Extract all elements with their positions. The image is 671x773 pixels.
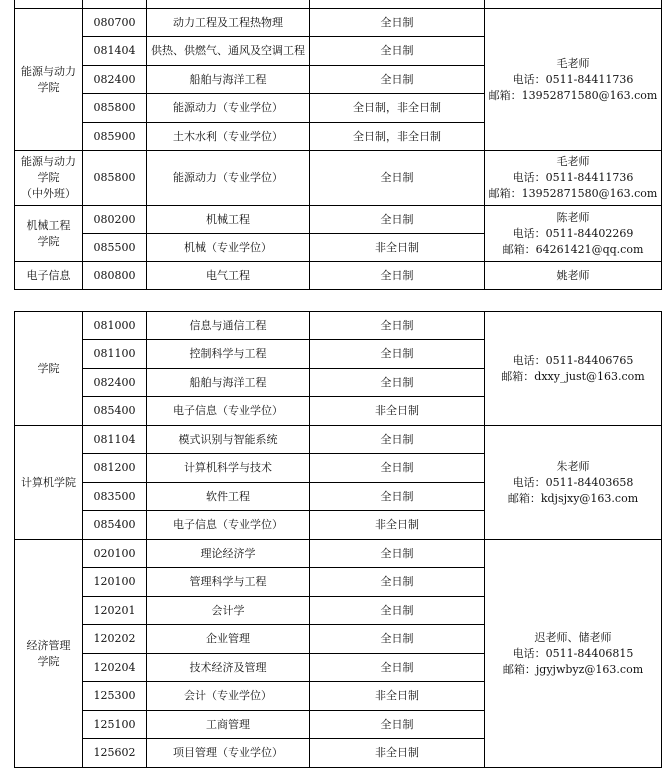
table-row (15, 312, 662, 340)
major-code: 082400 (83, 369, 147, 397)
admissions-table-part1 (14, 0, 662, 290)
study-mode: 全日制 (310, 483, 485, 511)
major-code: 125602 (83, 739, 147, 768)
major-code: 120100 (83, 568, 147, 597)
code-cell (83, 0, 147, 9)
major-code: 085900 (83, 123, 147, 151)
contact-email: 邮箱：jgyjwbyz@163.com (502, 662, 644, 676)
college-name-line: 学院 (37, 80, 60, 94)
contact-phone: 电话：0511-84406765 (512, 353, 634, 367)
major-name: 土木水利（专业学位） (147, 123, 310, 151)
study-mode: 全日制 (310, 66, 485, 94)
study-mode: 全日制，非全日制 (310, 94, 485, 123)
major-name: 船舶与海洋工程 (147, 369, 310, 397)
major-name: 理论经济学 (147, 540, 310, 568)
major-code: 082400 (83, 66, 147, 94)
contact-phone: 电话：0511-84402269 (512, 226, 634, 240)
college-name-line: 能源与动力 (21, 155, 76, 168)
major-name: 船舶与海洋工程 (147, 66, 310, 94)
study-mode: 非全日制 (310, 739, 485, 768)
study-mode: 全日制 (310, 151, 485, 206)
major-name: 会计（专业学位） (147, 682, 310, 711)
table-row (15, 206, 662, 234)
study-mode: 全日制 (310, 454, 485, 483)
study-mode: 全日制 (310, 625, 485, 654)
major-name: 供热、供燃气、通风及空调工程 (147, 37, 310, 66)
college-name-line: 学院 (37, 171, 60, 184)
major-name: 电子信息（专业学位） (147, 511, 310, 540)
major-name: 工商管理 (147, 711, 310, 739)
college-name-line: （中外班） (21, 187, 76, 200)
college-energy (15, 9, 83, 151)
major-code: 085500 (83, 234, 147, 262)
contact-phone: 电话：0511-84411736 (512, 171, 634, 184)
contact-name: 朱老师 (556, 459, 590, 473)
college-name-line: 能源与动力 (21, 64, 76, 78)
study-mode: 全日制 (310, 711, 485, 739)
study-mode: 全日制 (310, 426, 485, 454)
study-mode: 全日制 (310, 37, 485, 66)
contact-email: 邮箱：kdjsjxy@163.com (507, 491, 639, 505)
contact-name: 陈老师 (556, 210, 590, 224)
major-code: 080700 (83, 9, 147, 37)
major-code: 125300 (83, 682, 147, 711)
college-elec-head: 电子信息 (15, 262, 83, 290)
contact-cell (485, 0, 662, 9)
major-code: 081200 (83, 454, 147, 483)
major-name: 能源动力（专业学位） (147, 151, 310, 206)
major-code: 020100 (83, 540, 147, 568)
major-name: 机械（专业学位） (147, 234, 310, 262)
contact-name: 毛老师 (556, 155, 590, 168)
college-name-line: 机械工程 (26, 218, 71, 232)
major-code: 120202 (83, 625, 147, 654)
contact-email: 邮箱：13952871580@163.com (488, 88, 658, 102)
mode-cell (310, 0, 485, 9)
table-row (15, 540, 662, 568)
college-name-line: 学院 (37, 654, 60, 668)
major-cell (147, 0, 310, 9)
major-code: 120201 (83, 597, 147, 625)
contact-yao: 姚老师 (485, 262, 662, 290)
contact-phone: 电话：0511-84403658 (512, 475, 634, 489)
study-mode: 全日制 (310, 9, 485, 37)
admissions-table-part2 (14, 311, 662, 768)
major-name: 能源动力（专业学位） (147, 94, 310, 123)
table-row (15, 426, 662, 454)
major-code: 081100 (83, 340, 147, 369)
study-mode: 全日制 (310, 340, 485, 369)
contact-chi (485, 540, 662, 768)
college-elec-tail: 学院 (15, 312, 83, 426)
major-name: 控制科学与工程 (147, 340, 310, 369)
study-mode: 全日制 (310, 312, 485, 340)
study-mode: 全日制 (310, 369, 485, 397)
contact-name: 毛老师 (556, 56, 590, 70)
contact-email: 邮箱：dxxy_just@163.com (501, 369, 645, 383)
study-mode: 全日制 (310, 206, 485, 234)
major-name: 会计学 (147, 597, 310, 625)
contact-name: 迟老师、储老师 (534, 630, 612, 644)
study-mode: 全日制 (310, 597, 485, 625)
contact-mao (485, 9, 662, 151)
major-name: 信息与通信工程 (147, 312, 310, 340)
major-name: 软件工程 (147, 483, 310, 511)
table-row (15, 151, 662, 206)
college-energy-intl (15, 151, 83, 206)
major-code: 085400 (83, 511, 147, 540)
major-name: 动力工程及工程热物理 (147, 9, 310, 37)
major-code: 085800 (83, 151, 147, 206)
contact-email: 邮箱：13952871580@163.com (488, 187, 658, 200)
study-mode: 非全日制 (310, 511, 485, 540)
major-code: 080200 (83, 206, 147, 234)
major-code: 085800 (83, 94, 147, 123)
major-name: 企业管理 (147, 625, 310, 654)
college-cs: 计算机学院 (15, 426, 83, 540)
contact-zhu (485, 426, 662, 540)
study-mode: 全日制，非全日制 (310, 123, 485, 151)
table-row (15, 9, 662, 37)
major-name: 管理科学与工程 (147, 568, 310, 597)
major-name: 电子信息（专业学位） (147, 397, 310, 426)
major-code: 085400 (83, 397, 147, 426)
study-mode: 非全日制 (310, 682, 485, 711)
major-name: 模式识别与智能系统 (147, 426, 310, 454)
major-code: 120204 (83, 654, 147, 682)
contact-chen (485, 206, 662, 262)
major-code: 083500 (83, 483, 147, 511)
major-name: 项目管理（专业学位） (147, 739, 310, 768)
major-code: 081104 (83, 426, 147, 454)
table-row (15, 0, 662, 9)
contact-email: 邮箱：64261421@qq.com (502, 242, 644, 256)
college-name-line: 经济管理 (26, 638, 71, 652)
contact-phone: 电话：0511-84406815 (512, 646, 634, 660)
study-mode: 非全日制 (310, 234, 485, 262)
major-code: 125100 (83, 711, 147, 739)
contact-mao-intl (485, 151, 662, 206)
college-cell (15, 0, 83, 9)
contact-elec (485, 312, 662, 426)
major-code: 080800 (83, 262, 147, 290)
college-name-line: 学院 (37, 234, 60, 248)
study-mode: 非全日制 (310, 397, 485, 426)
study-mode: 全日制 (310, 654, 485, 682)
major-code: 081404 (83, 37, 147, 66)
college-econ (15, 540, 83, 768)
table-row (15, 262, 662, 290)
page-break-gap (14, 291, 671, 309)
major-name: 计算机科学与技术 (147, 454, 310, 483)
major-name: 技术经济及管理 (147, 654, 310, 682)
major-name: 电气工程 (147, 262, 310, 290)
study-mode: 全日制 (310, 540, 485, 568)
college-mech (15, 206, 83, 262)
major-name: 机械工程 (147, 206, 310, 234)
study-mode: 全日制 (310, 568, 485, 597)
contact-phone: 电话：0511-84411736 (512, 72, 634, 86)
major-code: 081000 (83, 312, 147, 340)
study-mode: 全日制 (310, 262, 485, 290)
